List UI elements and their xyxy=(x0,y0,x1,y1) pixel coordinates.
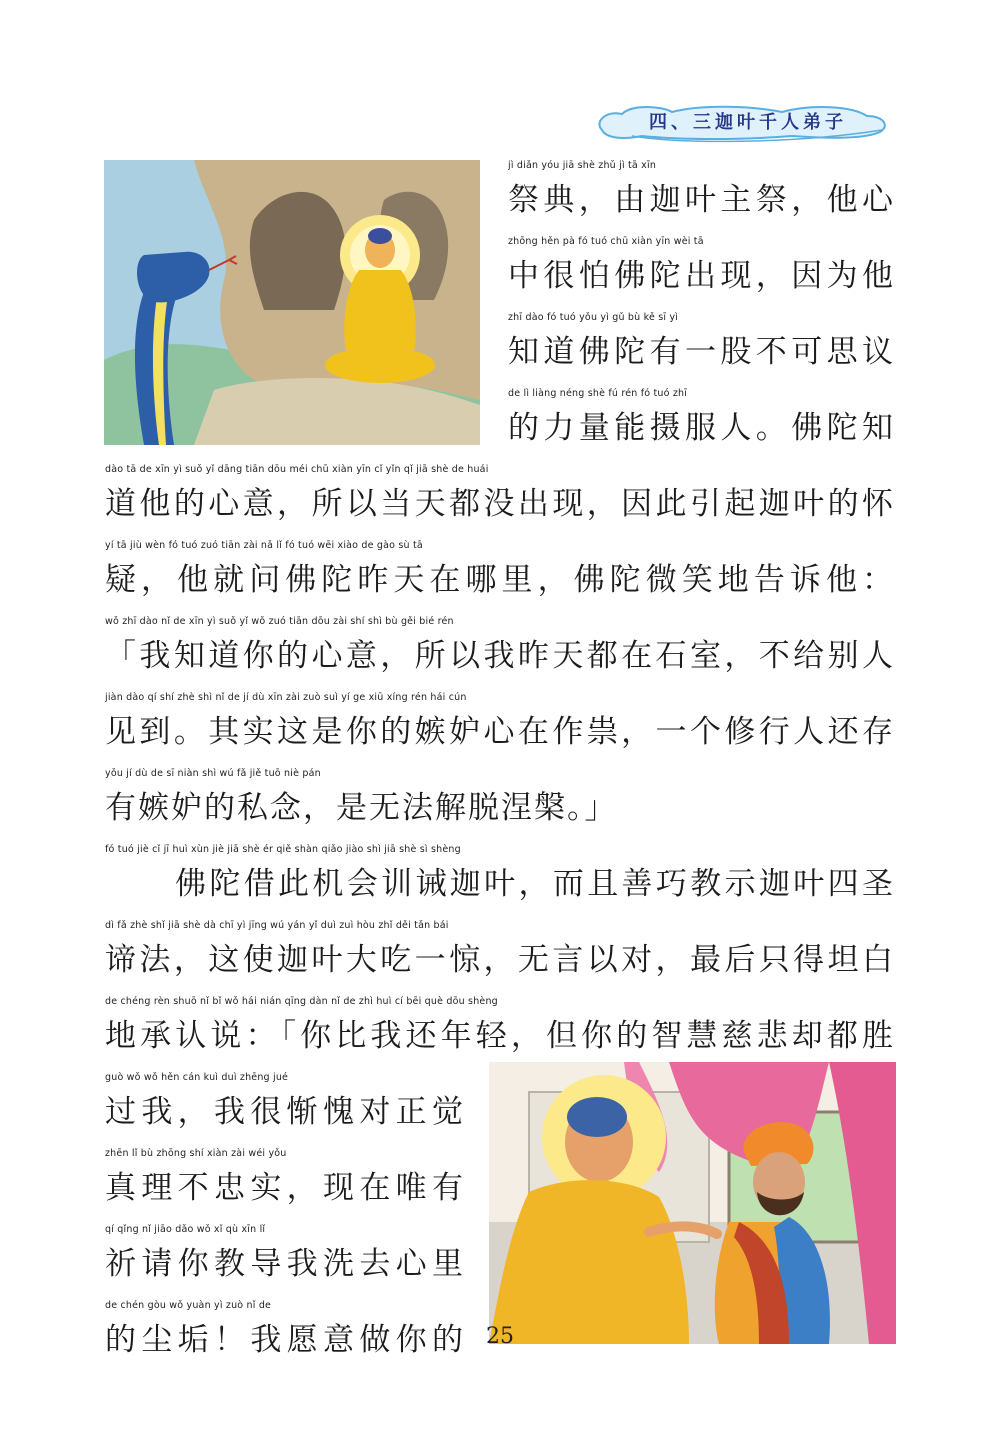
hanzi-line: 谛法，这使迦叶大吃一惊，无言以对，最后只得坦白 xyxy=(105,942,895,978)
page-number: 25 xyxy=(486,1324,514,1349)
text-line xyxy=(508,388,895,448)
hanzi-line: 道他的心意，所以当天都没出现，因此引起迦叶的怀 xyxy=(105,486,895,522)
text-line xyxy=(105,844,895,904)
text-line xyxy=(105,768,895,828)
text-line xyxy=(105,1072,465,1132)
text-line xyxy=(105,464,895,524)
buddha-kassapa-illustration xyxy=(489,1062,896,1344)
hanzi-line: 的力量能摄服人。佛陀知 xyxy=(508,410,895,446)
chapter-header xyxy=(592,100,892,148)
pinyin-line: de chéng rèn shuō nǐ bǐ wǒ hái nián qīng dàn nǐ de zhì huì cí bēi què dōu shèng xyxy=(105,996,498,1007)
hanzi-line: 「我知道你的心意，所以我昨天都在石室，不给别人 xyxy=(105,638,895,674)
hanzi-line: 佛陀借此机会训诫迦叶，而且善巧教示迦叶四圣 xyxy=(175,866,895,902)
text-line xyxy=(105,616,895,676)
hanzi-line: 祭典，由迦叶主祭，他心 xyxy=(508,182,895,218)
text-line xyxy=(508,236,895,296)
pinyin-line: qí qǐng nǐ jiāo dǎo wǒ xǐ qù xīn lǐ xyxy=(105,1224,266,1235)
hanzi-line: 知道佛陀有一股不可思议 xyxy=(508,334,895,370)
hanzi-line: 过我，我很惭愧对正觉 xyxy=(105,1094,465,1130)
pinyin-line: yǒu jí dù de sī niàn shì wú fǎ jiě tuō niè pán xyxy=(105,768,321,779)
text-line xyxy=(105,1148,465,1208)
buddha-cobra-illustration xyxy=(104,160,480,445)
text-line xyxy=(105,540,895,600)
pinyin-line: yí tā jiù wèn fó tuó zuó tiān zài nǎ lǐ fó tuó wēi xiào de gào sù tā xyxy=(105,540,423,551)
pinyin-line: de lì liàng néng shè fú rén fó tuó zhī xyxy=(508,388,688,399)
chapter-title: 四、三迦叶千人弟子 xyxy=(649,112,847,133)
hanzi-line: 中很怕佛陀出现，因为他 xyxy=(508,258,895,294)
text-line xyxy=(508,160,895,220)
text-line xyxy=(105,1224,465,1284)
hanzi-line: 祈请你教导我洗去心里 xyxy=(105,1246,465,1282)
hanzi-line: 疑，他就问佛陀昨天在哪里，佛陀微笑地告诉他： xyxy=(105,562,895,598)
pinyin-line: zhēn lǐ bù zhōng shí xiàn zài wéi yǒu xyxy=(105,1148,287,1159)
text-line xyxy=(105,920,895,980)
hanzi-line: 的尘垢！我愿意做你的 xyxy=(105,1322,465,1358)
pinyin-line: dào tā de xīn yì suǒ yǐ dāng tiān dōu méi chū xiàn yīn cǐ yǐn qǐ jiā shè de huái xyxy=(105,464,489,475)
pinyin-line: guò wǒ wǒ hěn cán kuì duì zhēng jué xyxy=(105,1072,289,1083)
pinyin-line: zhōng hěn pà fó tuó chū xiàn yīn wèi tā xyxy=(508,236,704,247)
buddha-meditating-icon xyxy=(104,160,480,445)
pinyin-line: fó tuó jiè cǐ jī huì xùn jiè jiā shè ér qiě shàn qiǎo jiào shì jiā shè sì shèng xyxy=(105,844,461,855)
text-line xyxy=(105,996,895,1056)
buddha-teaching-icon xyxy=(489,1062,896,1344)
pinyin-line: dì fǎ zhè shǐ jiā shè dà chī yì jīng wú yán yǐ duì zuì hòu zhǐ děi tǎn bái xyxy=(105,920,449,931)
pinyin-line: de chén gòu wǒ yuàn yì zuò nǐ de xyxy=(105,1300,272,1311)
text-line xyxy=(105,692,895,752)
pinyin-line: wǒ zhī dào nǐ de xīn yì suǒ yǐ wǒ zuó tiān dōu zài shí shì bù gěi bié rén xyxy=(105,616,454,627)
hanzi-line: 有嫉妒的私念，是无法解脱涅槃。」 xyxy=(105,790,618,826)
hanzi-line: 见到。其实这是你的嫉妒心在作祟，一个修行人还存 xyxy=(105,714,895,750)
pinyin-line: jiàn dào qí shí zhè shì nǐ de jí dù xīn zài zuò suì yí ge xiū xíng rén hái cún xyxy=(105,692,467,703)
hanzi-line: 地承认说：「你比我还年轻，但你的智慧慈悲却都胜 xyxy=(105,1018,895,1054)
hanzi-line: 真理不忠实，现在唯有 xyxy=(105,1170,465,1206)
pinyin-line: jì diǎn yóu jiā shè zhǔ jì tā xīn xyxy=(508,160,657,171)
pinyin-line: zhī dào fó tuó yǒu yì gǔ bù kě sī yì xyxy=(508,312,679,323)
text-line xyxy=(508,312,895,372)
